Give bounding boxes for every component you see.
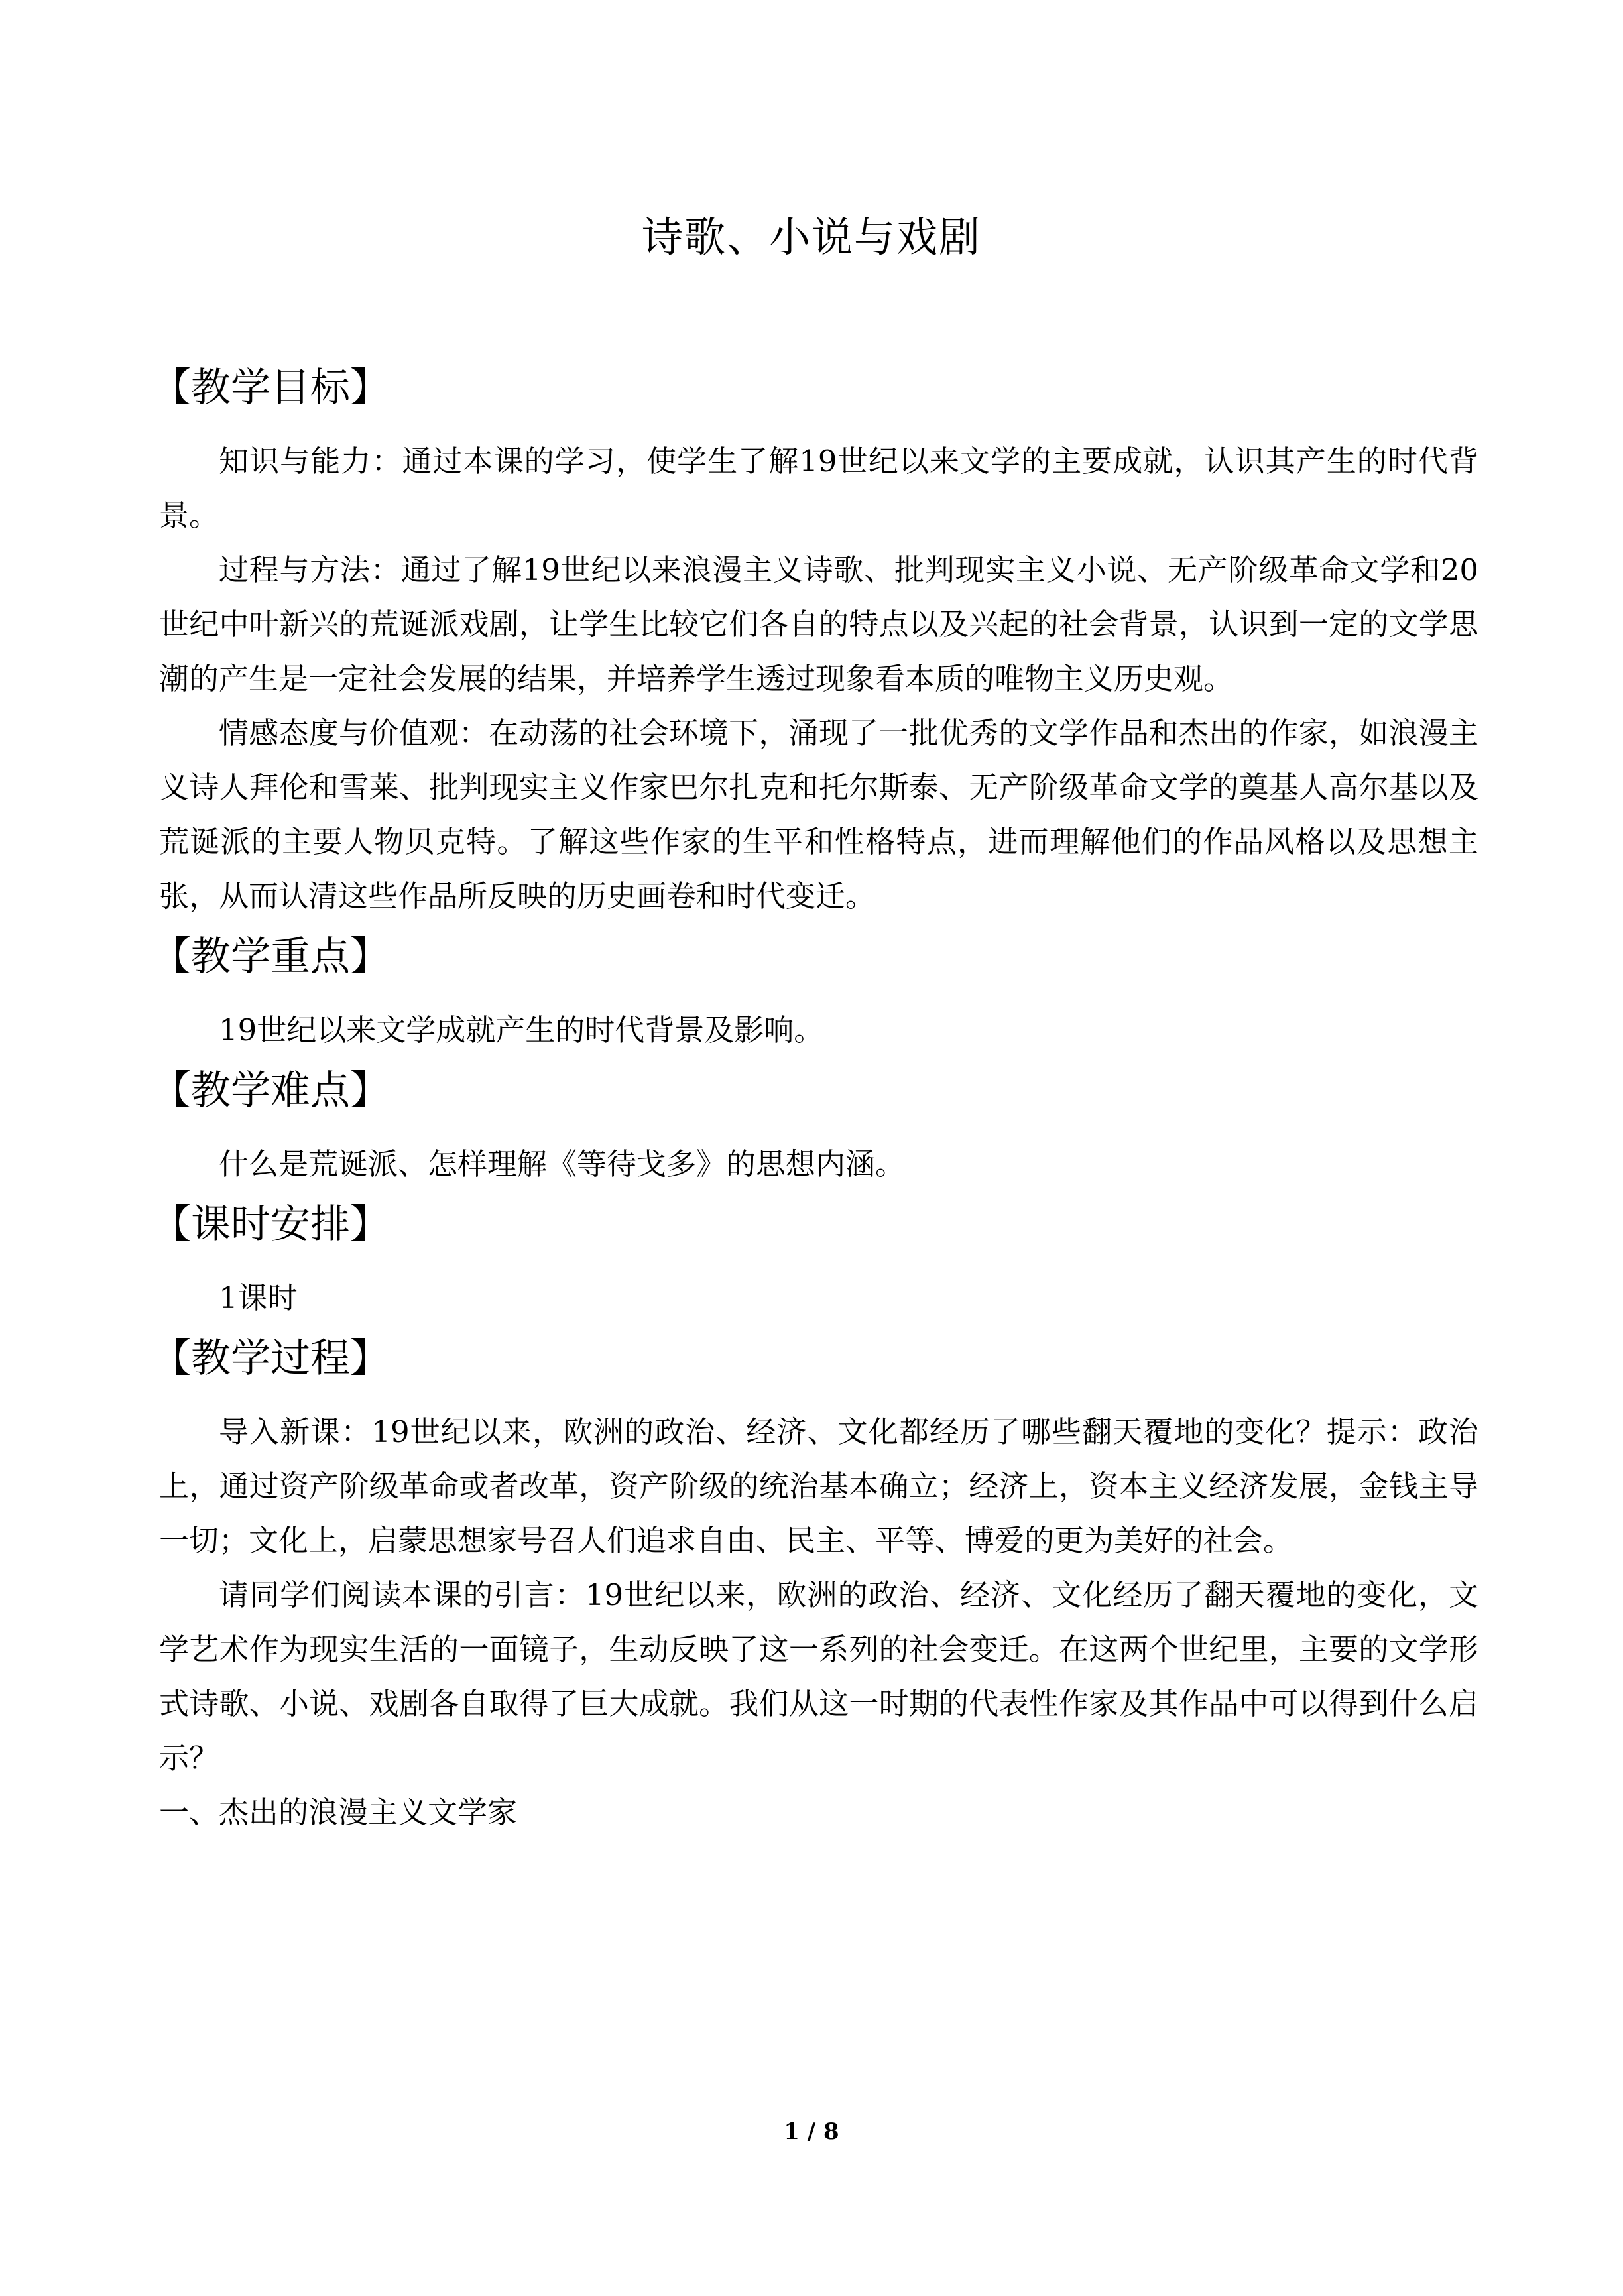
document-body xyxy=(151,355,1478,1840)
page-title: 诗歌、小说与戏剧 xyxy=(641,213,981,261)
paragraph-process-method: 过程与方法：通过了解19世纪以来浪漫主义诗歌、批判现实主义小说、无产阶级革命文学和20世纪中叶新兴的荒诞派戏剧，让学生比较它们各自的特点以及兴起的社会背景，认识到一定的文学思潮的产生是一定社会发展的结果，并培养学生透过现象看本质的唯物主义历史观。 xyxy=(159,552,1478,696)
paragraph-knowledge: 知识与能力：通过本课的学习，使学生了解19世纪以来文学的主要成就，认识其产生的时代背景。 xyxy=(159,444,1478,533)
paragraph-reading-intro: 请同学们阅读本课的引言：19世纪以来，欧洲的政治、经济、文化经历了翻天覆地的变化，文学艺术作为现实生活的一面镜子，生动反映了这一系列的社会变迁。在这两个世纪里，主要的文学形式诗歌、小说、戏剧各自取得了巨大成就。我们从这一时期的代表性作家及其作品中可以得到什么启示？ xyxy=(159,1577,1478,1776)
subsection-title: 一、杰出的浪漫主义文学家 xyxy=(159,1795,518,1830)
paragraph-introduction: 导入新课：19世纪以来，欧洲的政治、经济、文化都经历了哪些翻天覆地的变化？提示：政治上，通过资产阶级革命或者改革，资产阶级的统治基本确立；经济上，资本主义经济发展，金钱主导一切；文化上，启蒙思想家号召人们追求自由、民主、平等、博爱的更为美好的社会。 xyxy=(159,1414,1478,1558)
page-number: 1 / 8 xyxy=(784,2118,839,2145)
heading-key-points: 【教学重点】 xyxy=(151,934,390,980)
paragraph-key-points: 19世纪以来文学成就产生的时代背景及影响。 xyxy=(219,1012,824,1048)
heading-objectives: 【教学目标】 xyxy=(151,365,390,411)
paragraph-emotion-values: 情感态度与价值观：在动荡的社会环境下，涌现了一批优秀的文学作品和杰出的作家，如浪漫主义诗人拜伦和雪莱、批判现实主义作家巴尔扎克和托尔斯泰、无产阶级革命文学的奠基人高尔基以及荒诞派的主要人物贝克特。了解这些作家的生平和性格特点，进而理解他们的作品风格以及思想主张，从而认清这些作品所反映的历史画卷和时代变迁。 xyxy=(159,715,1478,914)
heading-difficulties: 【教学难点】 xyxy=(151,1067,390,1114)
heading-process: 【教学过程】 xyxy=(151,1335,390,1382)
paragraph-difficulties: 什么是荒诞派、怎样理解《等待戈多》的思想内涵。 xyxy=(219,1146,906,1181)
heading-schedule: 【课时安排】 xyxy=(151,1201,390,1248)
paragraph-schedule: 1课时 xyxy=(219,1280,298,1315)
